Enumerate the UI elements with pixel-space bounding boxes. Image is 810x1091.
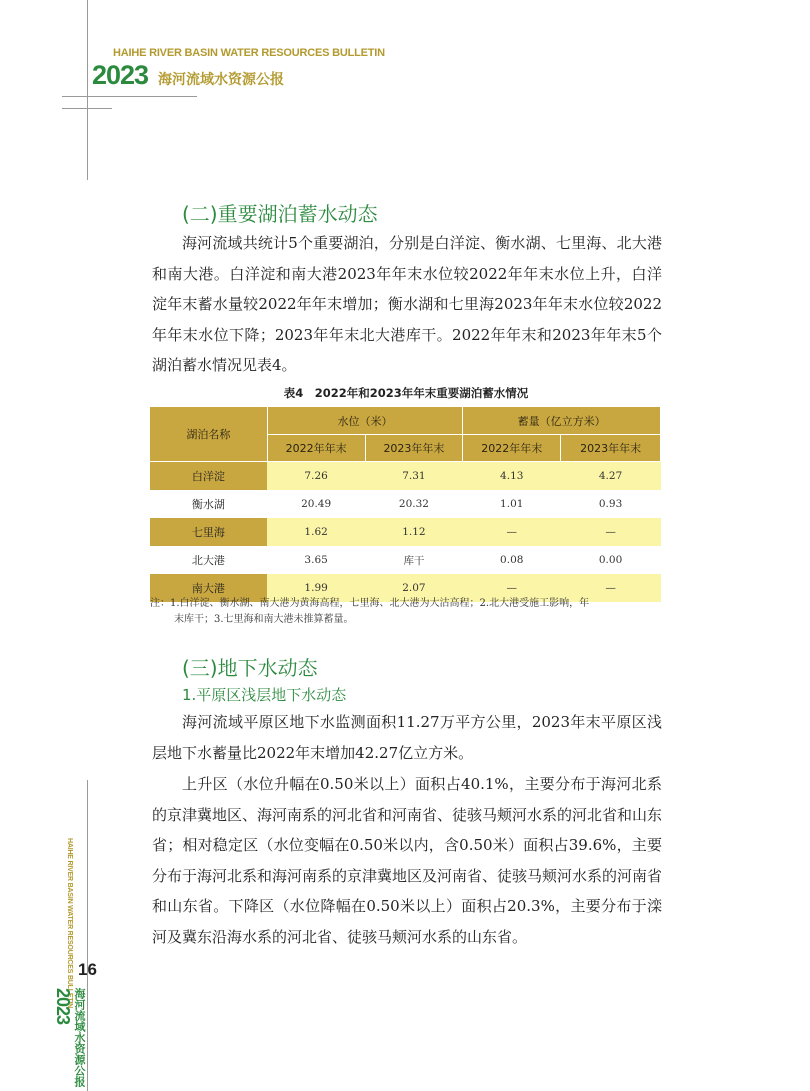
header-english-title: HAIHE RIVER BASIN WATER RESOURCES BULLETIN [113,47,385,59]
table-cell: 7.31 [365,462,463,491]
table-cell: 1.99 [267,574,365,602]
table-note-line-2: 末库干；3.七里海和南大港未推算蓄量。 [174,613,354,625]
groundwater-paragraph-2: 上升区（水位升幅在0.50米以上）面积占40.1%，主要分布于海河北系的京津冀地区、海河南系的河北省和河南省、徒骇马颊河水系的河北省和山东省；相对稳定区（水位变幅在0.50米以内，含0.50米）面积占39.6%，主要分布于海河北系和海河南系的京津冀地区及河南省、徒骇马颊河水系的河南省和山东省。下降区（水位降幅在0.50米以上）面积占20.3%，主要分布于滦河及冀东沿海水系的河北省、徒骇马颊河水系的山东省。 [152,775,663,946]
side-chinese-title: 海河流域水资源公报 [73,988,86,1087]
table-cell-lake-name: 南大港 [150,574,268,602]
table-note [150,596,662,627]
table-subheader: 2023年年末 [561,435,661,462]
lake-storage-table [149,406,661,602]
side-vertical-rule [87,780,88,1091]
header-horizontal-rule [62,96,197,97]
table-cell: 4.27 [561,462,661,491]
section-heading-groundwater: (三)地下水动态 [182,656,318,680]
header-horizontal-rule-short [62,108,112,109]
table-cell: 0.08 [463,546,561,574]
header-year: 2023 [92,60,149,90]
table-note-line-1: 注：1.白洋淀、衡水湖、南大港为黄海高程，七里海、北大港为大沽高程；2.北大港受施工影响，年 [150,598,590,609]
side-year: 2023 [53,988,73,1025]
table-header-storage: 蓄量（亿立方米） [463,407,661,435]
section-heading-lakes: (二)重要湖泊蓄水动态 [182,202,378,226]
side-english-title: HAIHE RIVER BASIN WATER RESOURCES BULLETIN [66,838,73,1008]
table-subheader: 2022年年末 [267,435,365,462]
table-cell: — [463,574,561,602]
table-caption: 表4 2022年和2023年年末重要湖泊蓄水情况 [283,386,529,400]
table-cell: 库干 [365,546,463,574]
table-row [150,490,661,518]
page-number: 16 [78,960,97,979]
table-header-lake-name: 湖泊名称 [150,407,268,462]
header-chinese-title: 海河流域水资源公报 [158,72,284,88]
table-cell: 1.62 [267,518,365,546]
groundwater-paragraph-1: 海河流域平原区地下水监测面积11.27万平方公里，2023年末平原区浅层地下水蓄量比2022年末增加42.27亿立方米。 [152,713,662,762]
table-cell: — [463,518,561,546]
table-cell: — [561,574,661,602]
table-header-water-level: 水位（米） [267,407,463,435]
table-cell: 3.65 [267,546,365,574]
table-cell: — [561,518,661,546]
table-cell: 4.13 [463,462,561,491]
table-cell-lake-name: 衡水湖 [150,490,268,518]
table-cell: 1.12 [365,518,463,546]
table-cell: 20.32 [365,490,463,518]
table-cell: 0.93 [561,490,661,518]
table-cell: 7.26 [267,462,365,491]
table-row [150,546,661,574]
table-cell: 20.49 [267,490,365,518]
table-row [150,462,661,491]
table-cell: 1.01 [463,490,561,518]
table-subheader: 2023年年末 [365,435,463,462]
header-vertical-rule [87,0,88,180]
table-subheader: 2022年年末 [463,435,561,462]
table-row [150,518,661,546]
section-paragraph-lakes: 海河流域共统计5个重要湖泊，分别是白洋淀、衡水湖、七里海、北大港和南大港。白洋淀和南大港2023年年末水位较2022年年末水位上升，白洋淀年末蓄水量较2022年年末增加；衡水湖和七里海2023年年末水位较2022年年末水位下降；2023年年末北大港库干。2022年年末和2023年年末5个湖泊蓄水情况见表4。 [152,234,662,374]
subsection-heading-shallow-groundwater: 1.平原区浅层地下水动态 [182,686,347,704]
table-cell-lake-name: 七里海 [150,518,268,546]
table-cell-lake-name: 白洋淀 [150,462,268,491]
table-cell-lake-name: 北大港 [150,546,268,574]
table-cell: 0.00 [561,546,661,574]
table-cell: 2.07 [365,574,463,602]
